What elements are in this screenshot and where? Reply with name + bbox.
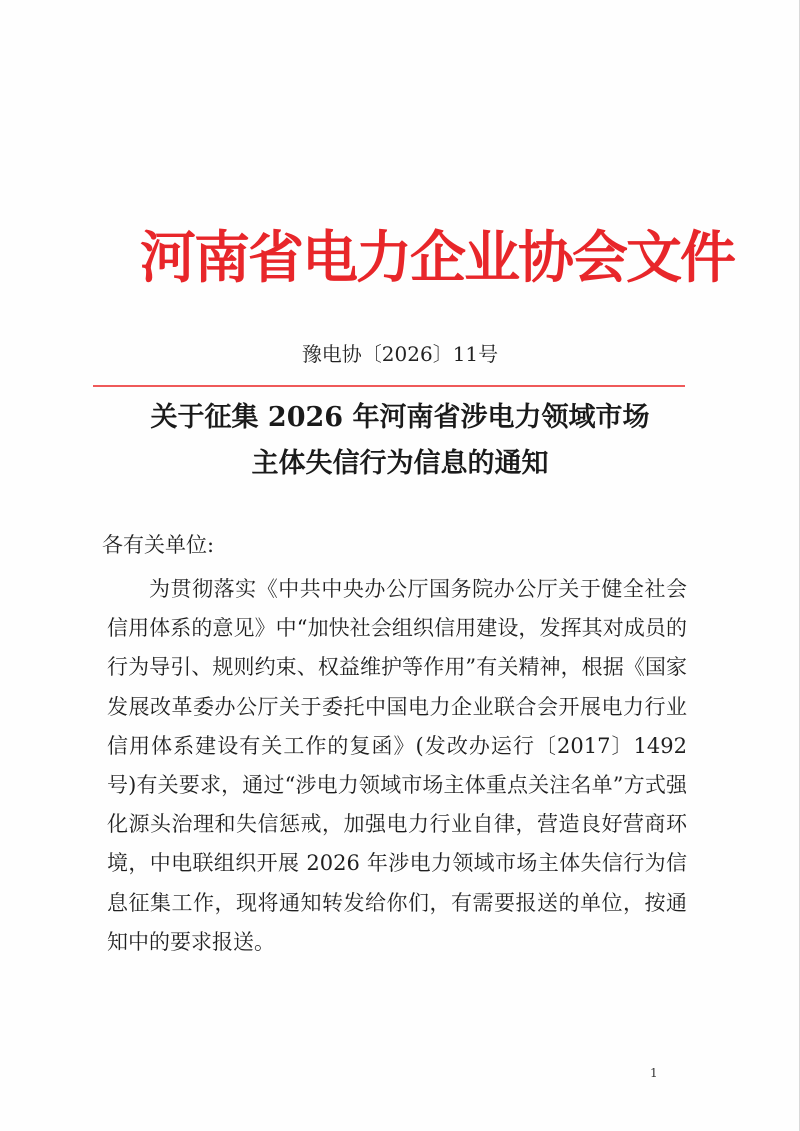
red-separator-line [93,385,685,387]
notice-title [100,395,700,487]
notice-title-line-1: 关于征集 2026 年河南省涉电力领域市场 [150,402,650,433]
notice-title-line-2: 主体失信行为信息的通知 [251,448,549,479]
body-paragraph: 为贯彻落实《中共中央办公厅国务院办公厅关于健全社会信用体系的意见》中“加快社会组织信用建设，发挥其对成员的行为导引、规则约束、权益维护等作用”有关精神，根据《国家发展改革委办公厅关于委托中国电力企业联合会开展电力行业信用体系建设有关工作的复函》(发改办运行〔2017〕1492号)有关要求，通过“涉电力领域市场主体重点关注名单”方式强化源头治理和失信惩戒，加强电力行业自律，营造良好营商环境，中电联组织开展 2026 年涉电力领域市场主体失信行为信息征集工作，现将通知转发给你们，有需要报送的单位，按通知中的要求报送。 [107,577,687,954]
page-number: 1 [650,1066,658,1080]
document-number: 豫电协〔2026〕11号 [301,342,499,366]
issuer-header-title: 河南省电力企业协会文件 [140,225,734,291]
salutation: 各有关单位: [102,533,215,557]
